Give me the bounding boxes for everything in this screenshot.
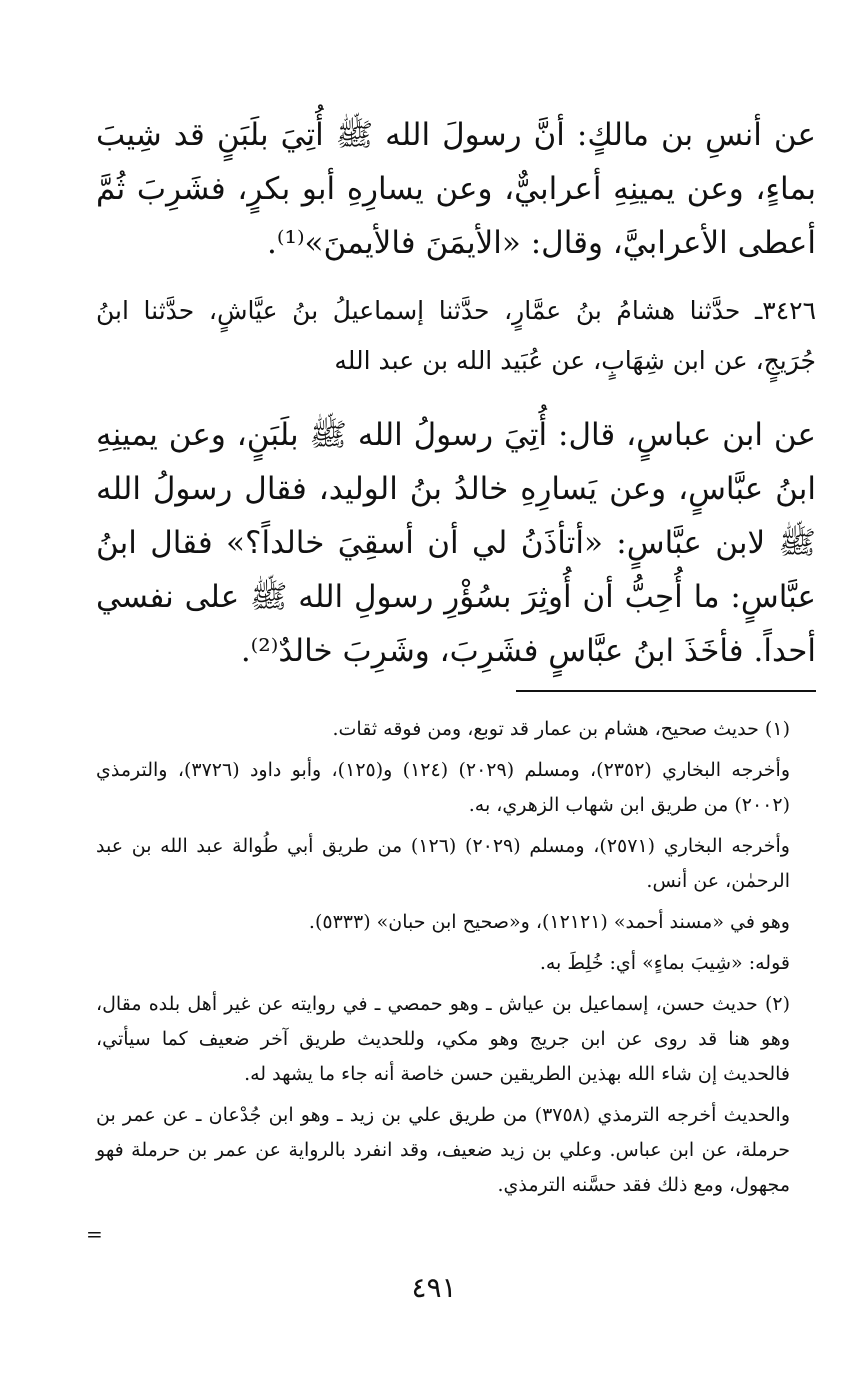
- footnote-1-takhrij-b: وأخرجه البخاري (٢٥٧١)، ومسلم (٢٠٢٩) (١٢٦) من طريق أبي طُوالة عبد الله بن عبد الرحمٰن، عن أنس.: [96, 835, 790, 892]
- page-number: ٤٩١: [411, 1271, 457, 1304]
- hadith-2-text: عن ابن عباسٍ، قال: أُتِيَ رسولُ الله ﷺ بلَبَنٍ، وعن يمينِهِ ابنُ عبَّاسٍ، وعن يَسارِهِ خالدُ بنُ الوليد، فقال رسولُ الله ﷺ لابن عبَّاسٍ: «أتأذَنُ لي أن أسقِيَ خالداً؟» فقال ابنُ عبَّاسٍ: ما أُحِبُّ أن أُوثِرَ بسُؤْرِ رسولِ الله ﷺ على نفسي أحداً. فأخَذَ ابنُ عبَّاسٍ فشَرِبَ، وشَرِبَ خالدٌ⁽²⁾.: [96, 417, 816, 669]
- footnote-1-gloss: قوله: «شِيبَ بماءٍ» أي: خُلِطَ به.: [539, 952, 790, 974]
- footnote-2: (٢) حديث حسن، إسماعيل بن عياش ـ وهو حمصي ـ في روايته عن غير أهل بلده مقال، وهو هنا قد روى عن ابن جريج وهو مكي، وللحديث طريق آخر ضعيف كما سيأتي، فالحديث إن شاء الله بهذين الطريقين حسن خاصة أنه جاء ما يشهد له.: [96, 993, 790, 1085]
- footnotes: [96, 712, 816, 1209]
- footnote-separator: [516, 690, 816, 692]
- hadith-1-text: عن أنسِ بن مالكٍ: أنَّ رسولَ الله ﷺ أُتِيَ بلَبَنٍ قد شِيبَ بماءٍ، وعن يمينِهِ أعرابيٌّ، وعن يسارِهِ أبو بكرٍ، فشَرِبَ ثُمَّ أعطى الأعرابيَّ، وقال: «الأيمَنَ فالأيمنَ»⁽¹⁾.: [96, 117, 816, 261]
- continuation-mark: =: [86, 1222, 103, 1246]
- footnote-1-references: وهو في «مسند أحمد» (١٢١٢١)، و«صحيح ابن حبان» (٥٣٣٣).: [308, 911, 790, 933]
- hadith-2-isnad: ٣٤٢٦ـ حدَّثنا هشامُ بنُ عمَّارٍ، حدَّثنا إسماعيلُ بنُ عيَّاشٍ، حدَّثنا ابنُ جُرَيجٍ، عن ابن شِهَابٍ، عن عُبَيد الله بن عبد الله: [96, 296, 816, 375]
- footnote-2-takhrij: والحديث أخرجه الترمذي (٣٧٥٨) من طريق علي بن زيد ـ وهو ابن جُدْعان ـ عن عمر بن حرملة، عن ابن عباس. وعلي بن زيد ضعيف، وقد انفرد بالرواية عن عمر بن حرملة فهو مجهول، ومع ذلك فقد حسَّنه الترمذي.: [96, 1104, 791, 1196]
- footnote-1-takhrij-a: وأخرجه البخاري (٢٣٥٢)، ومسلم (٢٠٢٩) (١٢٤) و(١٢٥)، وأبو داود (٣٧٢٦)، والترمذي (٢٠٠٢) من طريق ابن شهاب الزهري، به.: [96, 759, 791, 816]
- footnote-1: (١) حديث صحيح، هشام بن عمار قد توبع، ومن فوقه ثقات.: [332, 718, 790, 740]
